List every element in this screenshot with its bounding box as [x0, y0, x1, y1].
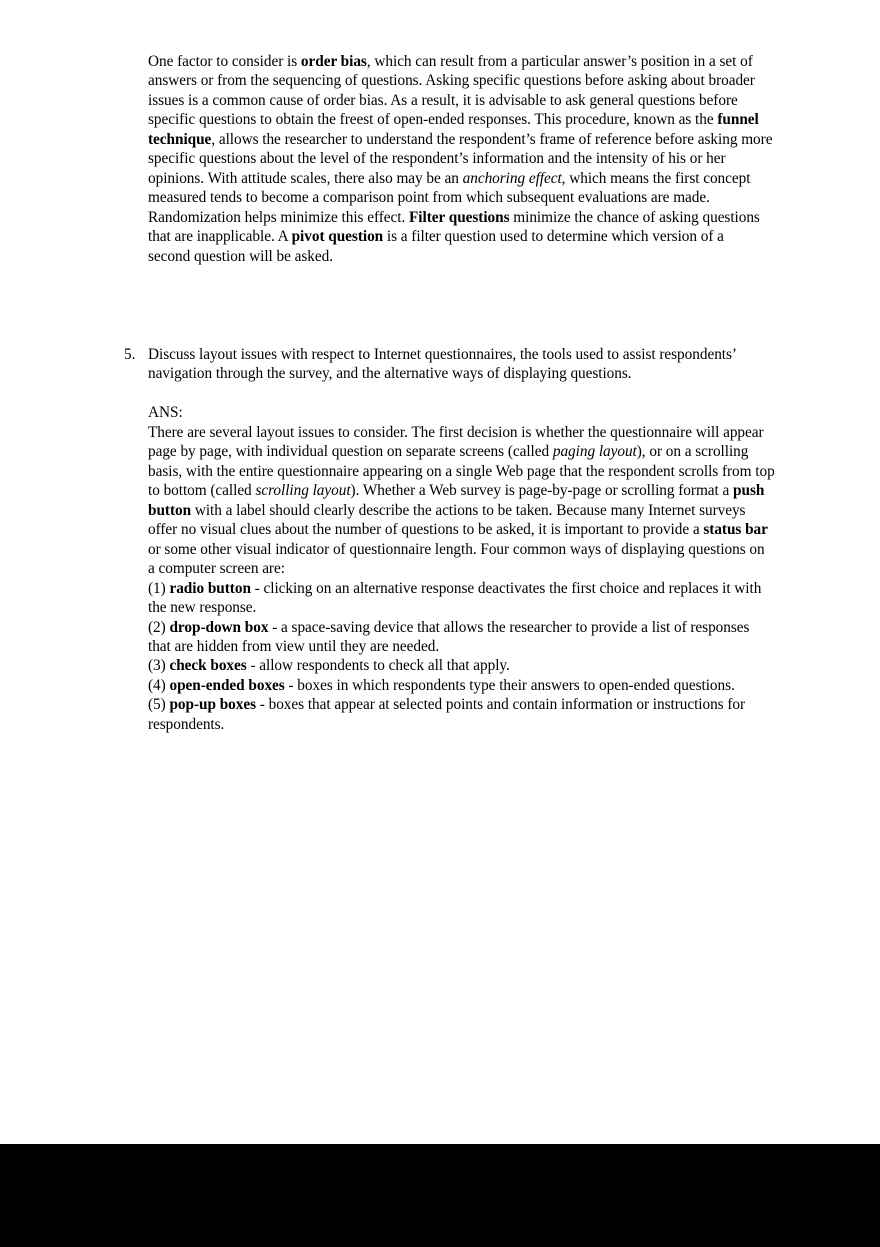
text-line: technique, allows the researcher to understand the respondent’s frame of reference before asking more [148, 130, 773, 148]
question-text [148, 345, 810, 384]
text-line: basis, with the entire questionnaire appearing on a single Web page that the respondent scrolls from top [148, 462, 775, 480]
bottom-black-band [0, 1144, 880, 1247]
text-line: specific questions to obtain the freest of open-ended responses. This procedure, known as the funnel [148, 111, 759, 129]
text-line: issues is a common cause of order bias. As a result, it is advisable to ask general questions before [148, 91, 738, 109]
text-line: specific questions about the level of the respondent’s information and the intensity of his or her [148, 150, 726, 168]
text-line: button with a label should clearly describe the actions to be taken. Because many Internet surveys [148, 501, 746, 519]
bold-term: drop-down box [169, 618, 269, 636]
bold-term: order bias [300, 53, 367, 70]
text-line: that are inapplicable. A pivot question is a filter question used to determine which version of a [148, 228, 724, 246]
text-line: (5) pop-up boxes - boxes that appear at selected points and contain information or instructions for [148, 696, 746, 714]
answer-label: ANS: [148, 404, 183, 421]
text-line: (3) check boxes - allow respondents to check all that apply. [148, 657, 510, 675]
bold-term: status bar [703, 521, 768, 539]
text-line: (1) radio button - clicking on an alternative response deactivates the first choice and replaces it with [148, 579, 762, 597]
bold-term: funnel [717, 111, 759, 129]
italic-term: scrolling layout [255, 482, 351, 500]
text-line: to bottom (called scrolling layout). Whether a Web survey is page-by-page or scrolling format a push [148, 482, 765, 500]
text-line: One factor to consider is order bias, which can result from a particular answer’s position in a set of [148, 53, 753, 70]
question-number: 5. [124, 346, 136, 363]
text-line: or some other visual indicator of questionnaire length. Four common ways of displaying questions on [148, 540, 765, 558]
text-line: (4) open-ended boxes - boxes in which respondents type their answers to open-ended questions. [148, 676, 735, 694]
bold-term: technique [148, 130, 212, 148]
text-line: a computer screen are: [148, 560, 285, 578]
bold-term: button [148, 501, 192, 519]
text-line: answers or from the sequencing of questions. Asking specific questions before asking about broader [148, 72, 755, 90]
italic-term: paging layout [552, 443, 637, 461]
bold-term: open-ended boxes [169, 676, 285, 694]
text-line: that are hidden from view until they are needed. [148, 637, 440, 655]
text-line: offer no visual clues about the number of questions to be asked, it is important to provide a status bar [148, 521, 768, 539]
bold-term: pivot question [291, 228, 384, 246]
text-line: Randomization helps minimize this effect. Filter questions minimize the chance of asking questions [148, 208, 760, 226]
bold-term: check boxes [169, 657, 247, 675]
text-line: the new response. [148, 599, 257, 617]
text-line: measured tends to become a comparison point from which subsequent evaluations are made. [148, 189, 710, 207]
answer-body [148, 423, 810, 734]
bold-term: Filter questions [409, 208, 510, 226]
text-line: page by page, with individual question on separate screens (called paging layout), or on a scrolling [148, 443, 749, 461]
bold-term: radio button [169, 579, 251, 597]
order-bias-paragraph [148, 52, 810, 266]
italic-term: anchoring effect [462, 169, 562, 187]
text-line: second question will be asked. [148, 247, 333, 265]
bold-term: pop-up boxes [169, 696, 257, 714]
text-line: There are several layout issues to consider. The first decision is whether the questionnaire will appear [148, 424, 764, 441]
text-line: navigation through the survey, and the alternative ways of displaying questions. [148, 365, 632, 383]
text-line: respondents. [148, 715, 225, 733]
text-line: (2) drop-down box - a space-saving device that allows the researcher to provide a list of responses [148, 618, 750, 636]
bold-term: push [733, 482, 765, 500]
text-line: Discuss layout issues with respect to Internet questionnaires, the tools used to assist respondents’ [148, 346, 737, 363]
text-line: opinions. With attitude scales, there also may be an anchoring effect, which means the first concept [148, 169, 751, 187]
